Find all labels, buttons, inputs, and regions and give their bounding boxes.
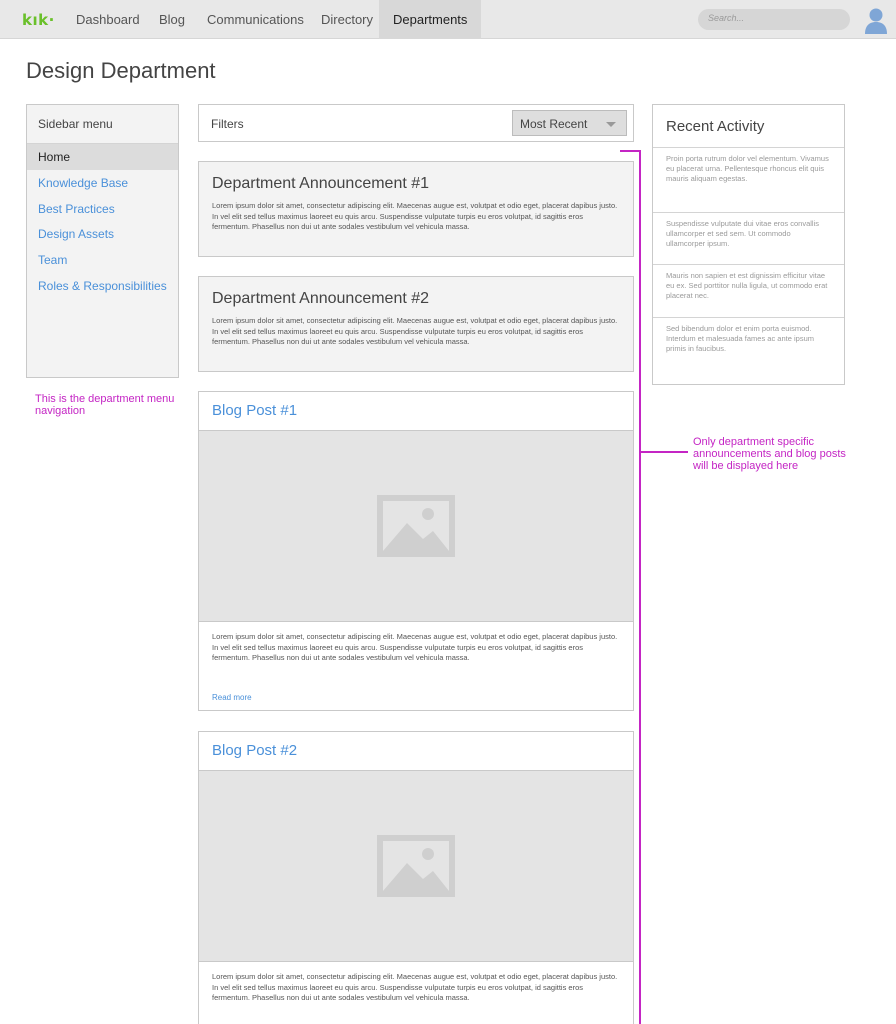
- sidebar-item-best-practices[interactable]: Best Practices: [38, 202, 115, 216]
- nav-dashboard[interactable]: Dashboard: [76, 12, 140, 27]
- announcement-card: [198, 276, 634, 372]
- search-placeholder: Search...: [708, 13, 745, 23]
- blog-post-title[interactable]: Blog Post #2: [212, 742, 298, 759]
- sidebar-item-roles[interactable]: Roles & Responsibilities: [38, 279, 167, 293]
- user-avatar-icon[interactable]: [864, 7, 888, 34]
- sidebar-item-knowledge-base[interactable]: Knowledge Base: [38, 176, 129, 190]
- blog-post-image: [199, 770, 633, 962]
- activity-item[interactable]: Suspendisse vulputate dui vitae eros convallis ullamcorper et sed sem. Ut commodo ullamcorper ipsum.: [653, 213, 844, 265]
- filters-label: Filters: [211, 117, 244, 131]
- annotation-bracket-line: [639, 150, 641, 1024]
- sidebar-item-home[interactable]: Home: [27, 144, 178, 170]
- recent-activity-panel: [652, 104, 845, 385]
- sidebar-menu: [26, 104, 179, 378]
- activity-item[interactable]: Mauris non sapien et est dignissim efficitur vitae eu ex. Sed porttitor nulla ligula, ut commodo erat placerat nec.: [653, 265, 844, 318]
- announcement-body: Lorem ipsum dolor sit amet, consectetur adipiscing elit. Maecenas augue est, volutpat et odio eget, placerat dapibus justo. In vel elit sed tellus maximus laoreet eu quis arcu. Suspendisse vulputate turpis eu eros volutpat, id sagittis eros fermentum. Phasellus non dui ut ante sodales vestibulum vel vehicula massa.: [212, 316, 618, 346]
- page-title: Design Department: [26, 58, 216, 83]
- blog-post-body: Lorem ipsum dolor sit amet, consectetur adipiscing elit. Maecenas augue est, volutpat et odio eget, placerat dapibus justo. In vel elit sed tellus maximus laoreet eu quis arcu. Suspendisse vulputate turpis eu eros volutpat, id sagittis eros fermentum. Phasellus non dui ut ante sodales vestibulum vel vehicula massa.: [212, 632, 618, 662]
- top-navigation: [0, 0, 896, 39]
- announcement-card: [198, 161, 634, 257]
- blog-post-card: [198, 731, 634, 1024]
- blog-post-body: Lorem ipsum dolor sit amet, consectetur adipiscing elit. Maecenas augue est, volutpat et odio eget, placerat dapibus justo. In vel elit sed tellus maximus laoreet eu quis arcu. Suspendisse vulputate turpis eu eros volutpat, id sagittis eros fermentum. Phasellus non dui ut ante sodales vestibulum vel vehicula massa.: [212, 972, 618, 1002]
- announcement-title[interactable]: Department Announcement #1: [212, 175, 430, 192]
- activity-item[interactable]: Proin porta rutrum dolor vel elementum. Vivamus eu placerat urna. Pellentesque rhoncus elit quis mauris aliquam egestas.: [653, 148, 844, 213]
- read-more-link[interactable]: Read more: [212, 693, 252, 702]
- sort-select[interactable]: [512, 110, 627, 136]
- nav-departments[interactable]: Departments: [379, 0, 481, 39]
- sidebar-item-design-assets[interactable]: Design Assets: [38, 227, 115, 241]
- annotation-bracket-pointer: [640, 451, 688, 453]
- announcement-title[interactable]: Department Announcement #2: [212, 290, 430, 307]
- sort-select-value: Most Recent: [520, 117, 588, 131]
- image-placeholder-icon: [377, 835, 455, 897]
- search-input[interactable]: [698, 9, 850, 30]
- sidebar-item-team[interactable]: Team: [38, 253, 68, 267]
- kik-logo[interactable]: kık·: [22, 11, 55, 29]
- sidebar-annotation: This is the department menu navigation: [35, 393, 175, 417]
- content-annotation: Only department specific announcements and blog posts will be displayed here: [693, 436, 846, 472]
- nav-communications[interactable]: Communications: [207, 12, 304, 27]
- blog-post-image: [199, 430, 633, 622]
- filters-bar: [198, 104, 634, 142]
- caret-down-icon: [606, 122, 616, 127]
- announcement-body: Lorem ipsum dolor sit amet, consectetur adipiscing elit. Maecenas augue est, volutpat et odio eget, placerat dapibus justo. In vel elit sed tellus maximus laoreet eu quis arcu. Suspendisse vulputate turpis eu eros volutpat, id sagittis eros fermentum. Phasellus non dui ut ante sodales vestibulum vel vehicula massa.: [212, 201, 618, 231]
- blog-post-title[interactable]: Blog Post #1: [212, 402, 298, 419]
- nav-directory[interactable]: Directory: [321, 12, 374, 27]
- image-placeholder-icon: [377, 495, 455, 557]
- activity-item[interactable]: Sed bibendum dolor et enim porta euismod. Interdum et malesuada fames ac ante ipsum primis in faucibus.: [666, 324, 814, 353]
- nav-blog[interactable]: Blog: [159, 12, 186, 27]
- recent-activity-title: Recent Activity: [666, 118, 765, 135]
- sidebar-header: Sidebar menu: [38, 117, 113, 131]
- annotation-bracket-top: [620, 150, 640, 152]
- blog-post-card: [198, 391, 634, 711]
